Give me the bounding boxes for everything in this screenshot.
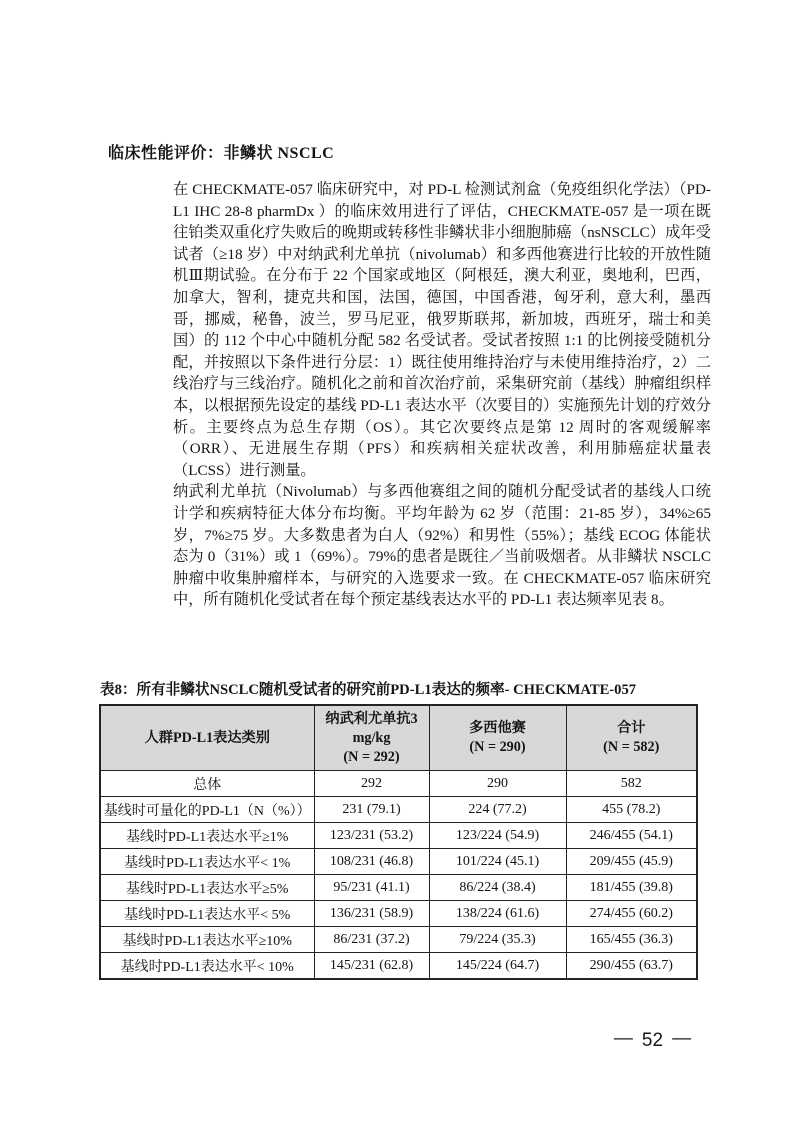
header-docetaxel-line2: (N = 290) <box>469 739 526 755</box>
table-row <box>100 797 697 823</box>
cell-nivolumab: 108/231 (46.8) <box>314 849 429 875</box>
table-row <box>100 901 697 927</box>
table-row <box>100 927 697 953</box>
header-docetaxel-line1: 多西他赛 <box>469 720 526 736</box>
header-nivolumab-line3: (N = 292) <box>343 748 400 765</box>
row-label: 基线时PD-L1表达水平< 5% <box>100 901 314 927</box>
table8-pdl1-expression <box>99 704 698 980</box>
cell-docetaxel: 101/224 (45.1) <box>429 849 566 875</box>
row-label: 基线时PD-L1表达水平< 1% <box>100 849 314 875</box>
cell-docetaxel: 290 <box>429 771 566 797</box>
cell-nivolumab: 136/231 (58.9) <box>314 901 429 927</box>
body-text <box>173 179 711 611</box>
table-header-row <box>100 705 697 771</box>
cell-nivolumab: 231 (79.1) <box>314 797 429 823</box>
table8-block <box>99 678 699 980</box>
cell-total: 290/455 (63.7) <box>566 953 697 980</box>
table-row <box>100 823 697 849</box>
cell-total: 582 <box>566 771 697 797</box>
cell-nivolumab: 292 <box>314 771 429 797</box>
cell-total: 209/455 (45.9) <box>566 849 697 875</box>
table8-title: 表8：所有非鳞状NSCLC随机受试者的研究前PD-L1表达的频率- CHECKMATE-057 <box>100 682 637 698</box>
cell-docetaxel: 79/224 (35.3) <box>429 927 566 953</box>
paragraph-study-description: 在 CHECKMATE-057 临床研究中，对 PD-L 检测试剂盒（免疫组织化学法）（PD-L1 IHC 28-8 pharmDx ）的临床效用进行了评估，CHECKMATE-057 是一项在既往铂类双重化疗失败后的晚期或转移性非鳞状非小细胞肺癌（nsNSCLC）成年受试者（≥18 岁）中对纳武利尤单抗（nivolumab）和多西他赛进行比较的开放性随机Ⅲ期试验。在分布于 22 个国家或地区（阿根廷，澳大利亚，奥地利，巴西，加拿大，智利，捷克共和国，法国，德国，中国香港，匈牙利，意大利，墨西哥，挪威，秘鲁，波兰，罗马尼亚，俄罗斯联邦，新加坡，西班牙，瑞士和美国）的 112 个中心中随机分配 582 名受试者。受试者按照 1:1 的比例接受随机分配，并按照以下条件进行分层：1）既往使用维持治疗与未使用维持治疗，2）二线治疗与三线治疗。随机化之前和首次治疗前，采集研究前（基线）肿瘤组织样本，以根据预先设定的基线 PD-L1 表达水平（次要目的）实施预先计划的疗效分析。主要终点为总生存期（OS）。其它次要终点是第 12 周时的客观缓解率（ORR）、无进展生存期（PFS）和疾病相关症状改善，利用肺癌症状量表（LCSS）进行测量。 <box>173 181 711 479</box>
cell-total: 455 (78.2) <box>566 797 697 823</box>
cell-total: 181/455 (39.8) <box>566 875 697 901</box>
page-number-dash-right: — <box>672 1028 692 1049</box>
page-number-value: 52 <box>641 1030 664 1051</box>
header-nivolumab-line2: mg/kg <box>352 729 391 746</box>
cell-nivolumab: 95/231 (41.1) <box>314 875 429 901</box>
table-row <box>100 875 697 901</box>
header-total-line1: 合计 <box>617 720 646 736</box>
cell-total: 165/455 (36.3) <box>566 927 697 953</box>
cell-nivolumab: 123/231 (53.2) <box>314 823 429 849</box>
header-nivolumab <box>314 705 429 771</box>
row-label: 基线时PD-L1表达水平≥5% <box>100 875 314 901</box>
table-row <box>100 953 697 980</box>
header-nivolumab-line1: 纳武利尤单抗3 <box>325 710 418 727</box>
header-population-category: 人群PD-L1表达类别 <box>100 705 314 771</box>
row-label: 基线时PD-L1表达水平< 10% <box>100 953 314 980</box>
cell-total: 246/455 (54.1) <box>566 823 697 849</box>
cell-nivolumab: 145/231 (62.8) <box>314 953 429 980</box>
cell-nivolumab: 86/231 (37.2) <box>314 927 429 953</box>
table-row <box>100 849 697 875</box>
section-heading: 临床性能评价：非鳞状 NSCLC <box>108 145 335 162</box>
page-number <box>600 1030 705 1052</box>
header-total-line2: (N = 582) <box>603 739 660 755</box>
row-label: 基线时可量化的PD-L1（N（%）） <box>100 797 314 823</box>
cell-docetaxel: 123/224 (54.9) <box>429 823 566 849</box>
cell-docetaxel: 86/224 (38.4) <box>429 875 566 901</box>
cell-docetaxel: 138/224 (61.6) <box>429 901 566 927</box>
row-label: 基线时PD-L1表达水平≥1% <box>100 823 314 849</box>
header-total <box>566 705 697 771</box>
paragraph-baseline-characteristics: 纳武利尤单抗（Nivolumab）与多西他赛组之间的随机分配受试者的基线人口统计学和疾病特征大体分布均衡。平均年龄为 62 岁（范围：21-85 岁），34%≥65 岁，7%≥75 岁。大多数患者为白人（92%）和男性（55%）；基线 ECOG 体能状态为 0（31%）或 1（69%）。79%的患者是既往／当前吸烟者。从非鳞状 NSCLC 肿瘤中收集肿瘤样本，与研究的入选要求一致。在 CHECKMATE-057 临床研究中，所有随机化受试者在每个预定基线表达水平的 PD-L1 表达频率见表 8。 <box>173 483 711 609</box>
cell-total: 274/455 (60.2) <box>566 901 697 927</box>
cell-docetaxel: 145/224 (64.7) <box>429 953 566 980</box>
cell-docetaxel: 224 (77.2) <box>429 797 566 823</box>
page-number-dash-left: — <box>613 1028 633 1049</box>
table-row <box>100 771 697 797</box>
row-label: 基线时PD-L1表达水平≥10% <box>100 927 314 953</box>
row-label: 总体 <box>100 771 314 797</box>
header-docetaxel <box>429 705 566 771</box>
